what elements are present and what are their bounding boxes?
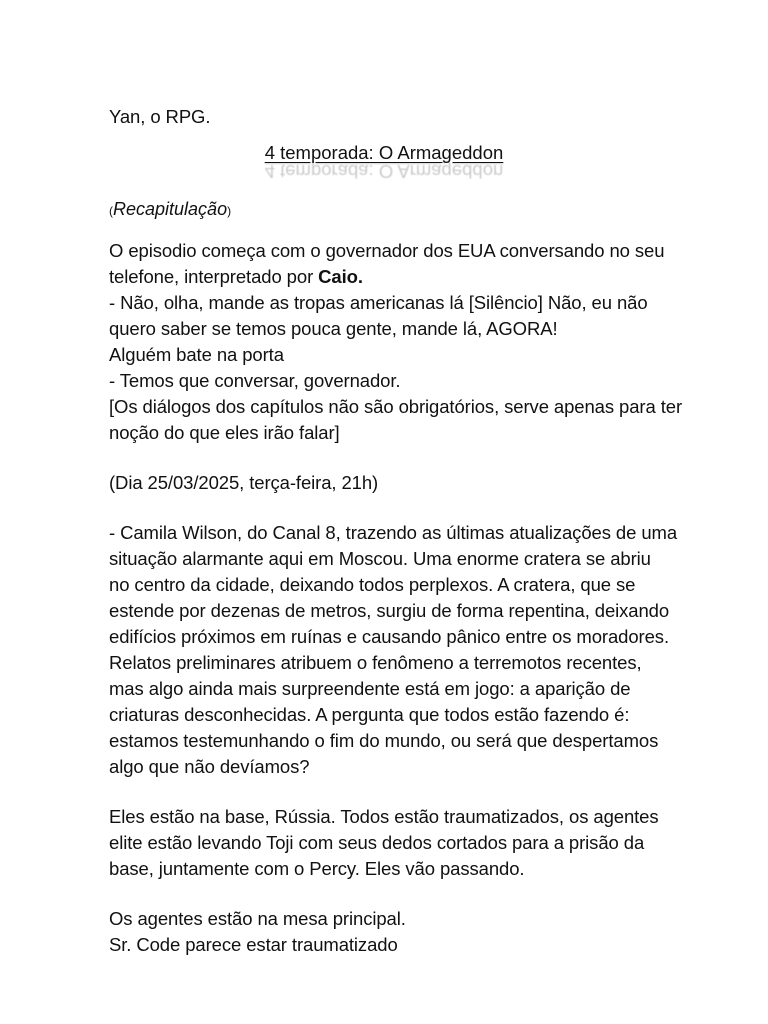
recap-word: Recapitulação [113,199,228,219]
recap-close-paren: ) [227,204,232,218]
ending-line: Os agentes estão na mesa principal. [109,908,406,929]
news-line: Relatos preliminares atribuem o fenômeno a terremotos recentes, [109,652,642,673]
intro-line-2-text: telefone, interpretado por [109,266,319,287]
dialogue-line: Alguém bate na porta [109,344,284,365]
dialogue-line: - Temos que conversar, governador. [109,370,401,391]
news-line: estende por dezenas de metros, surgiu de forma repentina, deixando [109,600,670,621]
season-title-reflection: 4 temporada: O Armageddon [264,161,504,182]
news-line: mas algo ainda mais surpreendente está em jogo: a aparição de [109,678,631,699]
base-line: elite estão levando Toji com seus dedos cortados para a prisão da [109,832,645,853]
season-title-wrap [264,140,504,182]
dialogue-line: noção do que eles irão falar] [109,422,340,443]
news-line: no centro da cidade, deixando todos perplexos. A cratera, que se [109,574,636,595]
news-line: estamos testemunhando o fim do mundo, ou será que despertamos [109,730,659,751]
dialogue-line: [Os diálogos dos capítulos não são obrigatórios, serve apenas para ter [109,396,683,417]
recap-label [109,196,231,224]
date-line: (Dia 25/03/2025, terça-feira, 21h) [109,472,379,493]
season-title [0,140,768,182]
dialogue-line: - Não, olha, mande as tropas americanas lá [Silêncio] Não, eu não [109,292,648,313]
base-line: Eles estão na base, Rússia. Todos estão traumatizados, os agentes [109,806,659,827]
news-line: - Camila Wilson, do Canal 8, trazendo as últimas atualizações de uma [109,522,678,543]
news-line: situação alarmante aqui em Moscou. Uma enorme cratera se abriu [109,548,651,569]
news-line: algo que não devíamos? [109,756,310,777]
news-line: criaturas desconhecidas. A pergunta que todos estão fazendo é: [109,704,630,725]
intro-line-2 [109,264,363,290]
recap-open-paren: ( [109,204,113,218]
actor-name: Caio. [318,266,363,287]
intro-line-1: O episodio começa com o governador dos EUA conversando no seu [109,240,665,261]
document-heading: Yan, o RPG. [109,106,211,127]
dialogue-line: quero saber se temos pouca gente, mande lá, AGORA! [109,318,558,339]
season-title-text: 4 temporada: O Armageddon [264,142,504,163]
base-line: base, juntamente com o Percy. Eles vão passando. [109,858,525,879]
news-line: edifícios próximos em ruínas e causando pânico entre os moradores. [109,626,669,647]
ending-line: Sr. Code parece estar traumatizado [109,934,398,955]
